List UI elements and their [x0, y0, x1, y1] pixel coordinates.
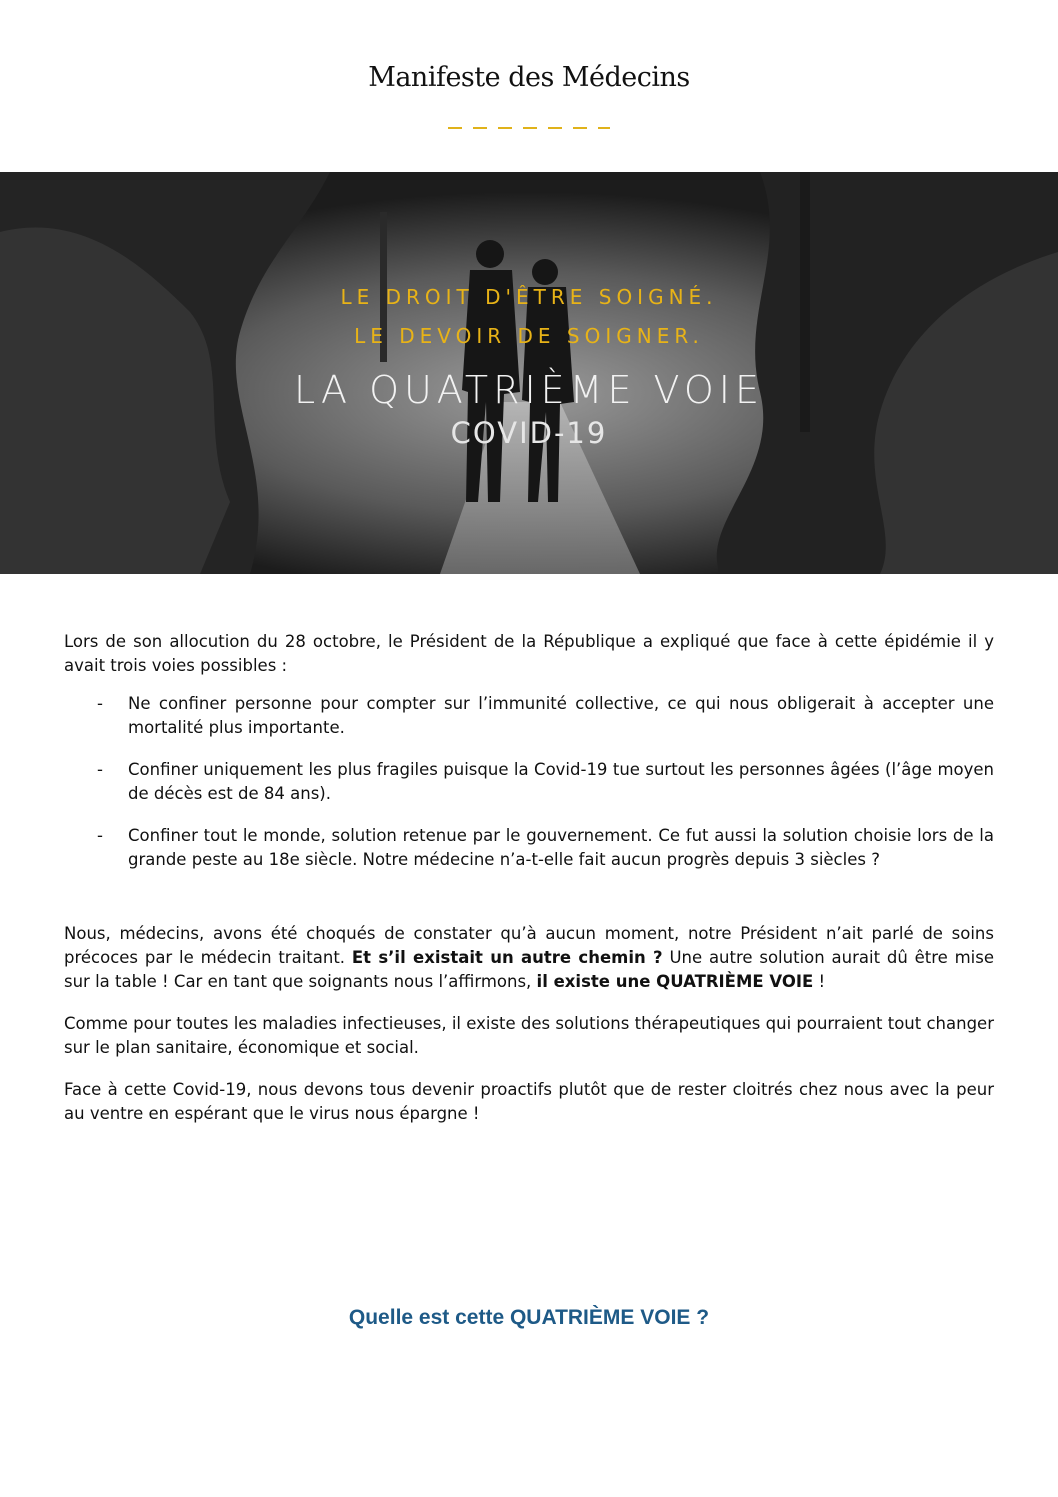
doctors-emphasis-1: Et s’il existait un autre chemin ?: [351, 948, 663, 967]
intro-paragraph: Lors de son allocution du 28 octobre, le Président de la République a expliqué que face à cette épidémie il y avait trois voies possibles :: [64, 632, 994, 675]
proactive-paragraph: Face à cette Covid-19, nous devons tous devenir proactifs plutôt que de rester cloitrés chez nous avec la peur au ventre en espérant que le virus nous épargne !: [64, 1080, 994, 1123]
options-list: [64, 692, 994, 872]
hero-title: LA QUATRIÈME VOIE: [293, 368, 765, 412]
list-item: - Ne confiner personne pour compter sur l’immunité collective, ce qui nous obligerait à accepter une mortalité plus importante.: [64, 692, 994, 740]
article-body: [64, 630, 994, 1126]
list-item: - Confiner tout le monde, solution retenue par le gouvernement. Ce fut aussi la solution choisie lors de la grande peste au 18e siècle. Notre médecine n’a-t-elle fait aucun progrès depuis 3 siècles ?: [64, 824, 994, 872]
doctors-emphasis-2: il existe une QUATRIÈME VOIE: [536, 972, 814, 991]
doctors-text-b: Une autre solution aurait dû être mise sur la table ! Car en tant que soignants nous l’affirmons,: [64, 948, 994, 991]
brand-divider: [448, 127, 610, 129]
hero-tagline-2: LE DEVOIR DE SOIGNER.: [354, 324, 704, 348]
cta-heading: Quelle est cette QUATRIÈME VOIE ?: [348, 1306, 710, 1329]
doctors-text-c: !: [813, 972, 826, 991]
list-item: - Confiner uniquement les plus fragiles puisque la Covid-19 tue surtout les personnes âgées (l’âge moyen de décès est de 84 ans).: [64, 758, 994, 806]
hero-subtitle: COVID-19: [450, 416, 608, 450]
hero-banner: [0, 172, 1058, 574]
doctors-text-a: Nous, médecins, avons été choqués de constater qu’à aucun moment, notre Président n’ait parlé de soins précoces par le médecin traitant.: [64, 924, 994, 967]
therapy-paragraph: Comme pour toutes les maladies infectieuses, il existe des solutions thérapeutiques qui pourraient tout changer sur le plan sanitaire, économique et social.: [64, 1014, 994, 1057]
hero-tagline-1: LE DROIT D'ÊTRE SOIGNÉ.: [340, 285, 718, 309]
doctors-paragraph: [64, 922, 994, 994]
brand-title: Manifeste des Médecins: [368, 62, 690, 93]
